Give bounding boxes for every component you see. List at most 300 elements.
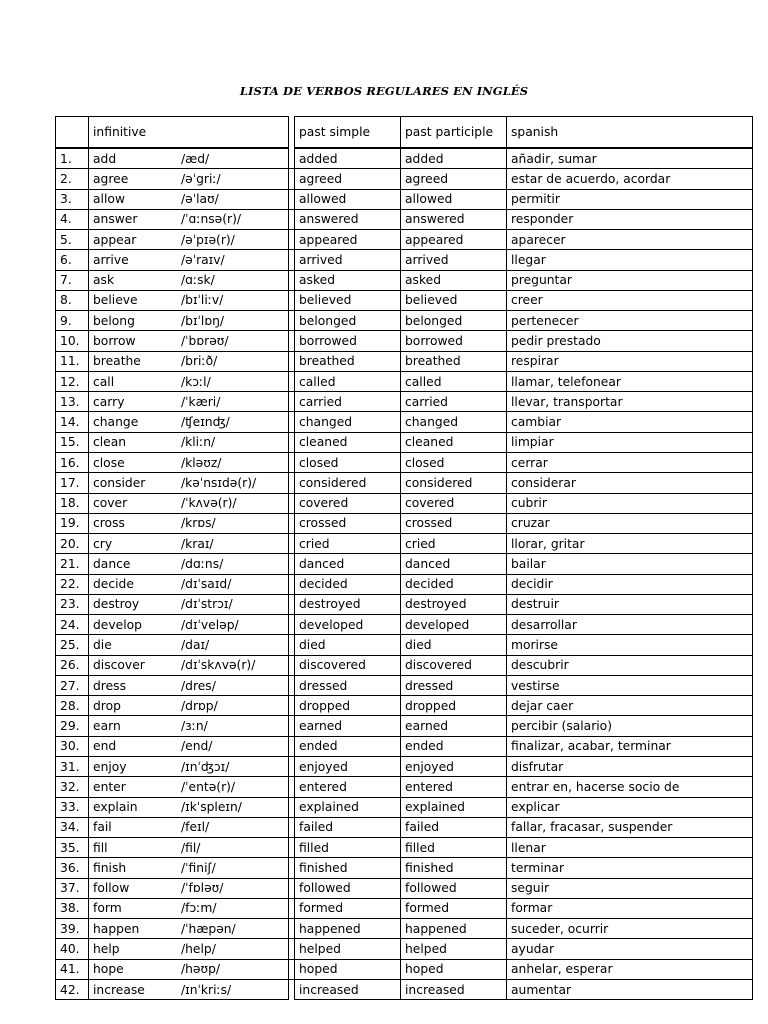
past-participle-cell: borrowed xyxy=(401,331,507,351)
infinitive-word: cry xyxy=(93,536,113,551)
phonetic-transcription: /ˈfɒləʊ/ xyxy=(181,881,224,896)
row-number: 10. xyxy=(56,331,89,351)
infinitive-cell xyxy=(89,270,289,290)
row-number: 27. xyxy=(56,675,89,695)
table-row xyxy=(56,797,753,817)
spanish-cell: estar de acuerdo, acordar xyxy=(507,169,753,189)
spanish-cell: permitir xyxy=(507,189,753,209)
past-simple-cell: entered xyxy=(295,777,401,797)
table-row xyxy=(56,838,753,858)
infinitive-word: explain xyxy=(93,800,138,815)
table-row xyxy=(56,290,753,310)
infinitive-word: ask xyxy=(93,273,115,288)
past-participle-cell: finished xyxy=(401,858,507,878)
spanish-cell: cubrir xyxy=(507,493,753,513)
infinitive-word: finish xyxy=(93,860,127,875)
phonetic-transcription: /bɪˈlɒŋ/ xyxy=(181,313,225,328)
infinitive-word: carry xyxy=(93,394,125,409)
row-number: 36. xyxy=(56,858,89,878)
past-simple-cell: agreed xyxy=(295,169,401,189)
infinitive-cell xyxy=(89,209,289,229)
past-participle-cell: followed xyxy=(401,878,507,898)
row-number: 5. xyxy=(56,230,89,250)
spanish-cell: ayudar xyxy=(507,939,753,959)
past-simple-cell: added xyxy=(295,148,401,169)
past-participle-cell: explained xyxy=(401,797,507,817)
table-row xyxy=(56,534,753,554)
past-participle-cell: asked xyxy=(401,270,507,290)
table-row xyxy=(56,858,753,878)
past-participle-cell: ended xyxy=(401,736,507,756)
phonetic-transcription: /əˈpɪə(r)/ xyxy=(181,232,235,247)
header-num xyxy=(56,117,89,149)
infinitive-cell xyxy=(89,696,289,716)
past-simple-cell: died xyxy=(295,635,401,655)
past-simple-cell: cried xyxy=(295,534,401,554)
infinitive-word: call xyxy=(93,374,115,389)
row-number: 34. xyxy=(56,817,89,837)
table-row xyxy=(56,392,753,412)
phonetic-transcription: /dɪˈskʌvə(r)/ xyxy=(181,658,256,673)
past-participle-cell: formed xyxy=(401,898,507,918)
past-participle-cell: answered xyxy=(401,209,507,229)
spanish-cell: cerrar xyxy=(507,452,753,472)
row-number: 19. xyxy=(56,513,89,533)
infinitive-cell xyxy=(89,594,289,614)
table-row xyxy=(56,675,753,695)
spanish-cell: limpiar xyxy=(507,432,753,452)
infinitive-word: follow xyxy=(93,881,130,896)
row-number: 35. xyxy=(56,838,89,858)
header-infinitive: infinitive xyxy=(89,117,289,149)
past-participle-cell: danced xyxy=(401,554,507,574)
phonetic-transcription: /ˈfiniʃ/ xyxy=(181,860,216,875)
spanish-cell: dejar caer xyxy=(507,696,753,716)
spanish-cell: vestirse xyxy=(507,675,753,695)
phonetic-transcription: /æd/ xyxy=(181,151,210,166)
phonetic-transcription: /ɜːn/ xyxy=(181,719,208,734)
phonetic-transcription: /briːð/ xyxy=(181,354,218,369)
infinitive-cell xyxy=(89,311,289,331)
phonetic-transcription: /ɪkˈspleɪn/ xyxy=(181,800,242,815)
past-participle-cell: appeared xyxy=(401,230,507,250)
table-row xyxy=(56,432,753,452)
past-participle-cell: covered xyxy=(401,493,507,513)
phonetic-transcription: /ˈentə(r)/ xyxy=(181,779,236,794)
row-number: 29. xyxy=(56,716,89,736)
row-number: 23. xyxy=(56,594,89,614)
table-row xyxy=(56,452,753,472)
table-row xyxy=(56,979,753,999)
spanish-cell: explicar xyxy=(507,797,753,817)
infinitive-word: fill xyxy=(93,840,108,855)
spanish-cell: llamar, telefonear xyxy=(507,371,753,391)
phonetic-transcription: /kləʊz/ xyxy=(181,455,222,470)
past-simple-cell: closed xyxy=(295,452,401,472)
spanish-cell: responder xyxy=(507,209,753,229)
past-simple-cell: dressed xyxy=(295,675,401,695)
past-simple-cell: failed xyxy=(295,817,401,837)
infinitive-word: develop xyxy=(93,617,142,632)
past-simple-cell: appeared xyxy=(295,230,401,250)
table-row xyxy=(56,311,753,331)
infinitive-word: borrow xyxy=(93,334,136,349)
infinitive-cell xyxy=(89,777,289,797)
infinitive-cell xyxy=(89,878,289,898)
past-simple-cell: enjoyed xyxy=(295,756,401,776)
infinitive-word: change xyxy=(93,415,139,430)
past-participle-cell: cried xyxy=(401,534,507,554)
phonetic-transcription: /dɪˈveləp/ xyxy=(181,617,239,632)
spanish-cell: anhelar, esperar xyxy=(507,959,753,979)
infinitive-word: clean xyxy=(93,435,127,450)
infinitive-cell xyxy=(89,554,289,574)
row-number: 38. xyxy=(56,898,89,918)
spanish-cell: terminar xyxy=(507,858,753,878)
row-number: 7. xyxy=(56,270,89,290)
spanish-cell: pertenecer xyxy=(507,311,753,331)
table-row xyxy=(56,230,753,250)
row-number: 3. xyxy=(56,189,89,209)
spanish-cell: considerar xyxy=(507,473,753,493)
table-row xyxy=(56,594,753,614)
past-simple-cell: discovered xyxy=(295,655,401,675)
table-row xyxy=(56,169,753,189)
table-row xyxy=(56,736,753,756)
table-row xyxy=(56,898,753,918)
past-simple-cell: ended xyxy=(295,736,401,756)
phonetic-transcription: /əˈgriː/ xyxy=(181,171,221,186)
spanish-cell: cruzar xyxy=(507,513,753,533)
infinitive-cell xyxy=(89,635,289,655)
infinitive-word: enjoy xyxy=(93,759,127,774)
phonetic-transcription: /end/ xyxy=(181,739,213,754)
infinitive-word: earn xyxy=(93,719,121,734)
phonetic-transcription: /fil/ xyxy=(181,840,201,855)
infinitive-cell xyxy=(89,898,289,918)
past-participle-cell: earned xyxy=(401,716,507,736)
table-row xyxy=(56,756,753,776)
past-simple-cell: allowed xyxy=(295,189,401,209)
past-participle-cell: agreed xyxy=(401,169,507,189)
row-number: 24. xyxy=(56,615,89,635)
past-simple-cell: followed xyxy=(295,878,401,898)
infinitive-cell xyxy=(89,858,289,878)
past-participle-cell: dressed xyxy=(401,675,507,695)
infinitive-word: breathe xyxy=(93,354,141,369)
phonetic-transcription: /dɑːns/ xyxy=(181,556,224,571)
infinitive-cell xyxy=(89,290,289,310)
spanish-cell: fallar, fracasar, suspender xyxy=(507,817,753,837)
phonetic-transcription: /kɔːl/ xyxy=(181,374,211,389)
past-simple-cell: belonged xyxy=(295,311,401,331)
phonetic-transcription: /dɪˈsaɪd/ xyxy=(181,577,232,592)
table-row xyxy=(56,615,753,635)
table-row xyxy=(56,473,753,493)
header-past-simple: past simple xyxy=(295,117,401,149)
phonetic-transcription: /ˈɑːnsə(r)/ xyxy=(181,212,242,227)
infinitive-cell xyxy=(89,534,289,554)
past-simple-cell: crossed xyxy=(295,513,401,533)
row-number: 15. xyxy=(56,432,89,452)
past-participle-cell: cleaned xyxy=(401,432,507,452)
phonetic-transcription: /ɪnˈʤɔɪ/ xyxy=(181,759,230,774)
infinitive-cell xyxy=(89,412,289,432)
row-number: 4. xyxy=(56,209,89,229)
infinitive-word: arrive xyxy=(93,252,129,267)
table-row xyxy=(56,250,753,270)
row-number: 33. xyxy=(56,797,89,817)
infinitive-cell xyxy=(89,452,289,472)
past-participle-cell: hoped xyxy=(401,959,507,979)
phonetic-transcription: /həʊp/ xyxy=(181,962,221,977)
infinitive-cell xyxy=(89,473,289,493)
past-participle-cell: changed xyxy=(401,412,507,432)
infinitive-cell xyxy=(89,169,289,189)
table-row xyxy=(56,148,753,169)
spanish-cell: preguntar xyxy=(507,270,753,290)
phonetic-transcription: /ˈbɒrəʊ/ xyxy=(181,334,229,349)
spanish-cell: destruir xyxy=(507,594,753,614)
past-simple-cell: destroyed xyxy=(295,594,401,614)
phonetic-transcription: /bɪˈliːv/ xyxy=(181,293,224,308)
table-row xyxy=(56,777,753,797)
infinitive-cell xyxy=(89,148,289,169)
infinitive-word: decide xyxy=(93,577,134,592)
spanish-cell: bailar xyxy=(507,554,753,574)
infinitive-cell xyxy=(89,230,289,250)
infinitive-word: agree xyxy=(93,171,129,186)
phonetic-transcription: /əˈraɪv/ xyxy=(181,252,225,267)
row-number: 2. xyxy=(56,169,89,189)
phonetic-transcription: /feɪl/ xyxy=(181,820,210,835)
phonetic-transcription: /əˈlaʊ/ xyxy=(181,192,219,207)
phonetic-transcription: /fɔːm/ xyxy=(181,901,217,916)
past-simple-cell: danced xyxy=(295,554,401,574)
past-participle-cell: believed xyxy=(401,290,507,310)
past-participle-cell: dropped xyxy=(401,696,507,716)
past-participle-cell: increased xyxy=(401,979,507,999)
past-participle-cell: discovered xyxy=(401,655,507,675)
table-row xyxy=(56,716,753,736)
table-row xyxy=(56,939,753,959)
table-row xyxy=(56,513,753,533)
spanish-cell: morirse xyxy=(507,635,753,655)
infinitive-cell xyxy=(89,655,289,675)
spanish-cell: llevar, transportar xyxy=(507,392,753,412)
row-number: 11. xyxy=(56,351,89,371)
row-number: 9. xyxy=(56,311,89,331)
infinitive-cell xyxy=(89,797,289,817)
infinitive-word: enter xyxy=(93,779,126,794)
row-number: 1. xyxy=(56,148,89,169)
past-simple-cell: borrowed xyxy=(295,331,401,351)
past-participle-cell: considered xyxy=(401,473,507,493)
row-number: 20. xyxy=(56,534,89,554)
table-row xyxy=(56,635,753,655)
infinitive-cell xyxy=(89,939,289,959)
phonetic-transcription: /ɪnˈkriːs/ xyxy=(181,982,232,997)
table-row xyxy=(56,655,753,675)
past-participle-cell: closed xyxy=(401,452,507,472)
row-number: 6. xyxy=(56,250,89,270)
phonetic-transcription: /kəˈnsɪdə(r)/ xyxy=(181,475,257,490)
table-row xyxy=(56,919,753,939)
past-participle-cell: failed xyxy=(401,817,507,837)
infinitive-word: add xyxy=(93,151,117,166)
infinitive-cell xyxy=(89,919,289,939)
phonetic-transcription: /krɒs/ xyxy=(181,516,216,531)
past-simple-cell: arrived xyxy=(295,250,401,270)
row-number: 25. xyxy=(56,635,89,655)
verbs-table xyxy=(55,116,753,1000)
infinitive-word: answer xyxy=(93,212,138,227)
past-participle-cell: entered xyxy=(401,777,507,797)
table-row xyxy=(56,493,753,513)
past-participle-cell: added xyxy=(401,148,507,169)
past-simple-cell: finished xyxy=(295,858,401,878)
past-participle-cell: filled xyxy=(401,838,507,858)
table-row xyxy=(56,959,753,979)
past-participle-cell: helped xyxy=(401,939,507,959)
past-participle-cell: died xyxy=(401,635,507,655)
row-number: 30. xyxy=(56,736,89,756)
document-title: LISTA DE VERBOS REGULARES EN INGLÉS xyxy=(239,84,529,98)
past-participle-cell: allowed xyxy=(401,189,507,209)
infinitive-cell xyxy=(89,493,289,513)
row-number: 17. xyxy=(56,473,89,493)
phonetic-transcription: /ɑːsk/ xyxy=(181,273,215,288)
phonetic-transcription: /ˈhæpən/ xyxy=(181,921,236,936)
spanish-cell: cambiar xyxy=(507,412,753,432)
spanish-cell: entrar en, hacerse socio de xyxy=(507,777,753,797)
phonetic-transcription: /kliːn/ xyxy=(181,435,216,450)
past-participle-cell: arrived xyxy=(401,250,507,270)
infinitive-word: dance xyxy=(93,556,131,571)
spanish-cell: seguir xyxy=(507,878,753,898)
spanish-cell: descubrir xyxy=(507,655,753,675)
phonetic-transcription: /dres/ xyxy=(181,678,216,693)
row-number: 12. xyxy=(56,371,89,391)
row-number: 8. xyxy=(56,290,89,310)
infinitive-word: cover xyxy=(93,496,128,511)
past-simple-cell: happened xyxy=(295,919,401,939)
infinitive-word: destroy xyxy=(93,597,140,612)
past-participle-cell: happened xyxy=(401,919,507,939)
infinitive-word: appear xyxy=(93,232,137,247)
infinitive-cell xyxy=(89,392,289,412)
past-simple-cell: answered xyxy=(295,209,401,229)
row-number: 16. xyxy=(56,452,89,472)
infinitive-word: happen xyxy=(93,921,140,936)
row-number: 31. xyxy=(56,756,89,776)
table-row xyxy=(56,209,753,229)
past-simple-cell: believed xyxy=(295,290,401,310)
table-row xyxy=(56,412,753,432)
spanish-cell: percibir (salario) xyxy=(507,716,753,736)
phonetic-transcription: /dɪˈstrɔɪ/ xyxy=(181,597,233,612)
past-participle-cell: breathed xyxy=(401,351,507,371)
infinitive-word: increase xyxy=(93,982,145,997)
infinitive-cell xyxy=(89,432,289,452)
table-row xyxy=(56,554,753,574)
spanish-cell: pedir prestado xyxy=(507,331,753,351)
past-simple-cell: covered xyxy=(295,493,401,513)
table-row xyxy=(56,371,753,391)
row-number: 22. xyxy=(56,574,89,594)
table-header-row xyxy=(56,117,753,149)
table-row xyxy=(56,878,753,898)
infinitive-cell xyxy=(89,513,289,533)
past-participle-cell: called xyxy=(401,371,507,391)
spanish-cell: llenar xyxy=(507,838,753,858)
row-number: 32. xyxy=(56,777,89,797)
infinitive-cell xyxy=(89,189,289,209)
infinitive-cell xyxy=(89,351,289,371)
infinitive-cell xyxy=(89,736,289,756)
past-participle-cell: decided xyxy=(401,574,507,594)
row-number: 42. xyxy=(56,979,89,999)
spanish-cell: suceder, ocurrir xyxy=(507,919,753,939)
table-row xyxy=(56,331,753,351)
past-simple-cell: explained xyxy=(295,797,401,817)
phonetic-transcription: /help/ xyxy=(181,941,216,956)
header-past-participle: past participle xyxy=(401,117,507,149)
past-simple-cell: increased xyxy=(295,979,401,999)
infinitive-cell xyxy=(89,817,289,837)
past-simple-cell: dropped xyxy=(295,696,401,716)
table-row xyxy=(56,696,753,716)
table-row xyxy=(56,574,753,594)
infinitive-word: form xyxy=(93,901,122,916)
past-simple-cell: changed xyxy=(295,412,401,432)
infinitive-word: discover xyxy=(93,658,145,673)
infinitive-cell xyxy=(89,716,289,736)
phonetic-transcription: /ˈkʌvə(r)/ xyxy=(181,496,237,511)
row-number: 14. xyxy=(56,412,89,432)
row-number: 40. xyxy=(56,939,89,959)
row-number: 41. xyxy=(56,959,89,979)
infinitive-word: consider xyxy=(93,475,146,490)
spanish-cell: disfrutar xyxy=(507,756,753,776)
infinitive-cell xyxy=(89,331,289,351)
phonetic-transcription: /ˈkæri/ xyxy=(181,394,221,409)
phonetic-transcription: /ʧeɪnʤ/ xyxy=(181,415,230,430)
phonetic-transcription: /daɪ/ xyxy=(181,638,210,652)
infinitive-word: believe xyxy=(93,293,138,308)
spanish-cell: formar xyxy=(507,898,753,918)
spanish-cell: creer xyxy=(507,290,753,310)
past-participle-cell: enjoyed xyxy=(401,756,507,776)
past-participle-cell: carried xyxy=(401,392,507,412)
spanish-cell: aumentar xyxy=(507,979,753,999)
header-spanish: spanish xyxy=(507,117,753,149)
past-simple-cell: developed xyxy=(295,615,401,635)
past-participle-cell: developed xyxy=(401,615,507,635)
table-row xyxy=(56,270,753,290)
past-simple-cell: helped xyxy=(295,939,401,959)
spanish-cell: añadir, sumar xyxy=(507,148,753,169)
table-row xyxy=(56,351,753,371)
spanish-cell: llorar, gritar xyxy=(507,534,753,554)
spanish-cell: finalizar, acabar, terminar xyxy=(507,736,753,756)
infinitive-word: dress xyxy=(93,678,126,693)
spanish-cell: aparecer xyxy=(507,230,753,250)
infinitive-word: hope xyxy=(93,962,124,977)
past-simple-cell: carried xyxy=(295,392,401,412)
infinitive-cell xyxy=(89,371,289,391)
infinitive-word: cross xyxy=(93,516,125,531)
